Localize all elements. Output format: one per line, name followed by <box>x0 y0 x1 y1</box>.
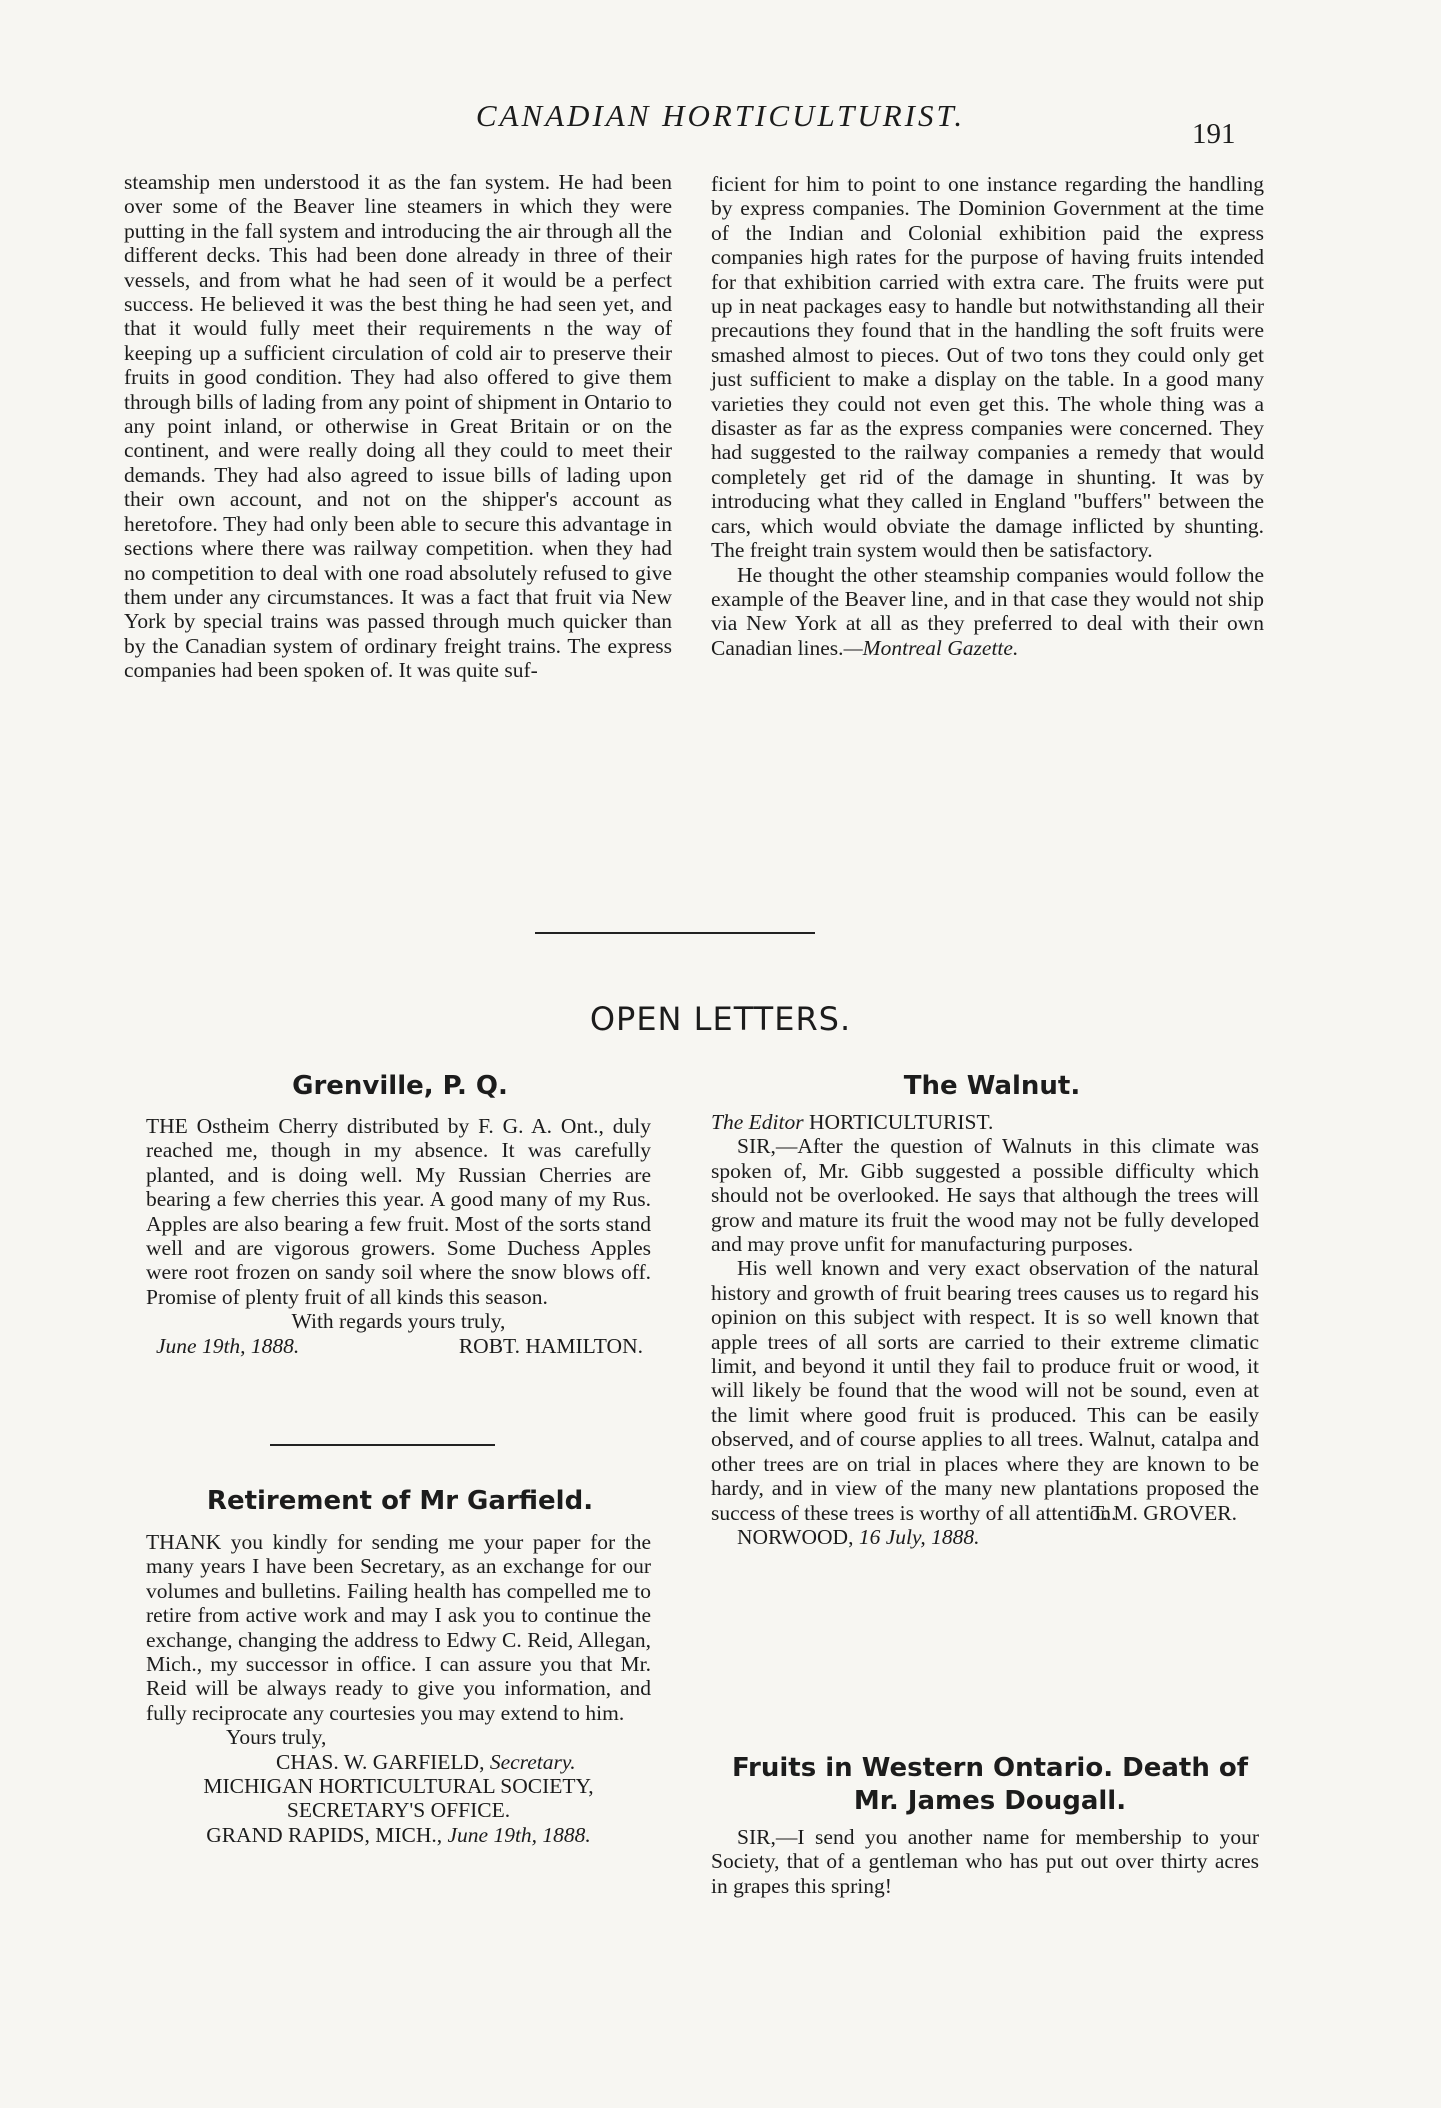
western-ontario-heading-line1: Fruits in Western Ontario. Death of <box>731 1753 1249 1783</box>
garfield-place-date <box>146 1823 651 1847</box>
section-divider-rule <box>535 932 815 934</box>
garfield-signature-line <box>146 1750 651 1774</box>
garfield-org-line1: MICHIGAN HORTICULTURAL SOCIETY, <box>203 1774 594 1799</box>
walnut-place-date <box>711 1525 1259 1549</box>
walnut-signature: T. M. GROVER. <box>1091 1500 1237 1525</box>
top-right-paragraph-2-text: He thought the other steamship companies would follow the example of the Beaver line, and in that case they would not ship via New York at all as they preferred to deal with their own Canadian lines. <box>711 562 1264 660</box>
garfield-letter <box>146 1530 651 1847</box>
garfield-signature: CHAS. W. GARFIELD, <box>276 1749 485 1774</box>
grenville-date: June 19th, 1888. <box>156 1333 300 1358</box>
walnut-letter <box>711 1110 1259 1550</box>
garfield-heading: Retirement of Mr Garfield. <box>206 1486 594 1516</box>
grenville-body: THE Ostheim Cherry distributed by F. G. A. Ont., duly reached me, though in my absence. It was carefully planted, and is doing well. My Russian Cherries are bearing a few cherries this year. A good many of my Rus. Apples are also bearing a few fruit. Most of the sorts stand well and are vigorous growers. Some Duchess Apples were root frozen on sandy soil where the snow blows off. Promise of plenty fruit of all kinds this season. <box>146 1114 651 1309</box>
top-right-paragraph-1: ficient for him to point to one instance regarding the handling by express companies. The Dominion Government at the time of the Indian and Colonial exhibition paid the express companies high rates for the purpose of having fruits intended for that exhibition carried with extra care. The fruits were put up in neat packages easy to handle but notwithstanding all their precautions they found that in the handling the soft fruits were smashed almost to pieces. Out of two tons they could only get just sufficient to make a display on the table. In a good many varieties they could not even get this. The whole thing was a disaster as far as the express companies were concerned. They had suggested to the railway companies a remedy that would completely get rid of the damage in shunting. It was by introducing what they called in England "buffers" between the cars, which would obviate the damage inflicted by shunting. The freight train system would then be satisfactory. <box>711 172 1264 563</box>
garfield-org-line2: SECRETARY'S OFFICE. <box>286 1798 511 1823</box>
article-divider-rule <box>270 1444 495 1446</box>
walnut-salutation-italic: The Editor <box>711 1110 804 1134</box>
western-ontario-letter <box>711 1825 1259 1898</box>
walnut-place: NORWOOD, <box>737 1525 854 1550</box>
garfield-role: Secretary. <box>489 1749 576 1774</box>
top-left-column <box>124 170 672 683</box>
top-left-paragraph: steamship men understood it as the fan system. He had been over some of the Beaver line steamers in which they were putting in the fall system and introducing the air through all the different decks. This had been done already in three of their vessels, and from what he had seen of it would be a perfect success. He believed it was the best thing he had seen yet, and that it would fully meet their requirements n the way of keeping up a sufficient circulation of cold air to preserve their fruits in good condition. They had also offered to give them through bills of lading from any point of shipment in Ontario to any point inland, or otherwise in Great Britain or on the continent, and were really doing all they could to meet their demands. They had also agreed to issue bills of lading upon their own account, and not on the shipper's account as heretofore. They had only been able to secure this advantage in sections where there was railway competition. when they had no competition to deal with one road absolutely refused to give them under any circumstances. It was a fact that fruit via New York by special trains was passed through much quicker than by the Canadian system of ordinary freight trains. The express companies had been spoken of. It was quite suf- <box>124 170 672 683</box>
running-header-title: CANADIAN HORTICULTURIST. <box>475 98 966 133</box>
grenville-closing: With regards yours truly, <box>291 1309 506 1334</box>
section-title: OPEN LETTERS. <box>589 1000 852 1038</box>
garfield-place: GRAND RAPIDS, MICH., <box>206 1822 443 1847</box>
western-ontario-heading <box>700 1752 1280 1818</box>
grenville-letter <box>146 1114 651 1358</box>
walnut-paragraph-1: SIR,—After the question of Walnuts in this climate was spoken of, Mr. Gibb suggested a possible difficulty which should not be overlooked. He says that although the trees will grow and mature its fruit the wood may not be fully developed and may prove unfit for manufacturing purposes. <box>711 1134 1259 1257</box>
garfield-date: June 19th, 1888. <box>447 1822 591 1847</box>
walnut-date: 16 July, 1888. <box>858 1525 980 1550</box>
walnut-salutation <box>711 1110 1259 1134</box>
walnut-paragraph-2: His well known and very exact observation of the natural history and growth of fruit bearing trees causes us to regard his opinion on this subject with respect. It is so well known that apple trees of all sorts are carried to their extreme climatic limit, and beyond it until they fail to produce fruit or wood, it will likely be found that the wood will not be sound, even at the limit where good fruit is produced. This can be easily observed, and of course applies to all trees. Walnut, catalpa and other trees are on trial in places where they are known to be hardy, and in view of the many new plantations proposed the success of these trees is worthy of all attention. <box>711 1256 1259 1525</box>
page-number: 191 <box>1192 118 1236 150</box>
grenville-signoff <box>146 1334 651 1358</box>
source-citation: —Montreal Gazette. <box>843 635 1019 660</box>
grenville-signature: ROBT. HAMILTON. <box>458 1333 643 1358</box>
garfield-body: THANK you kindly for sending me your paper for the many years I have been Secretary, as an exchange for our volumes and bulletins. Failing health has compelled me to retire from active work and may I ask you to continue the exchange, changing the address to Edwy C. Reid, Allegan, Mich., my successor in office. I can assure you that Mr. Reid will be always ready to give you information, and fully reciprocate any courtesies you may extend to him. <box>146 1530 651 1725</box>
western-ontario-body: SIR,—I send you another name for membership to your Society, that of a gentleman who has put out over thirty acres in grapes this spring! <box>711 1825 1259 1898</box>
garfield-closing: Yours truly, <box>226 1725 327 1750</box>
grenville-heading: Grenville, P. Q. <box>292 1071 508 1101</box>
western-ontario-heading-line2: Mr. James Dougall. <box>853 1786 1127 1816</box>
top-right-paragraph-2 <box>711 563 1264 661</box>
walnut-salutation-caps: HORTICULTURIST. <box>808 1110 994 1134</box>
top-right-column <box>711 172 1264 660</box>
walnut-heading: The Walnut. <box>903 1071 1081 1101</box>
